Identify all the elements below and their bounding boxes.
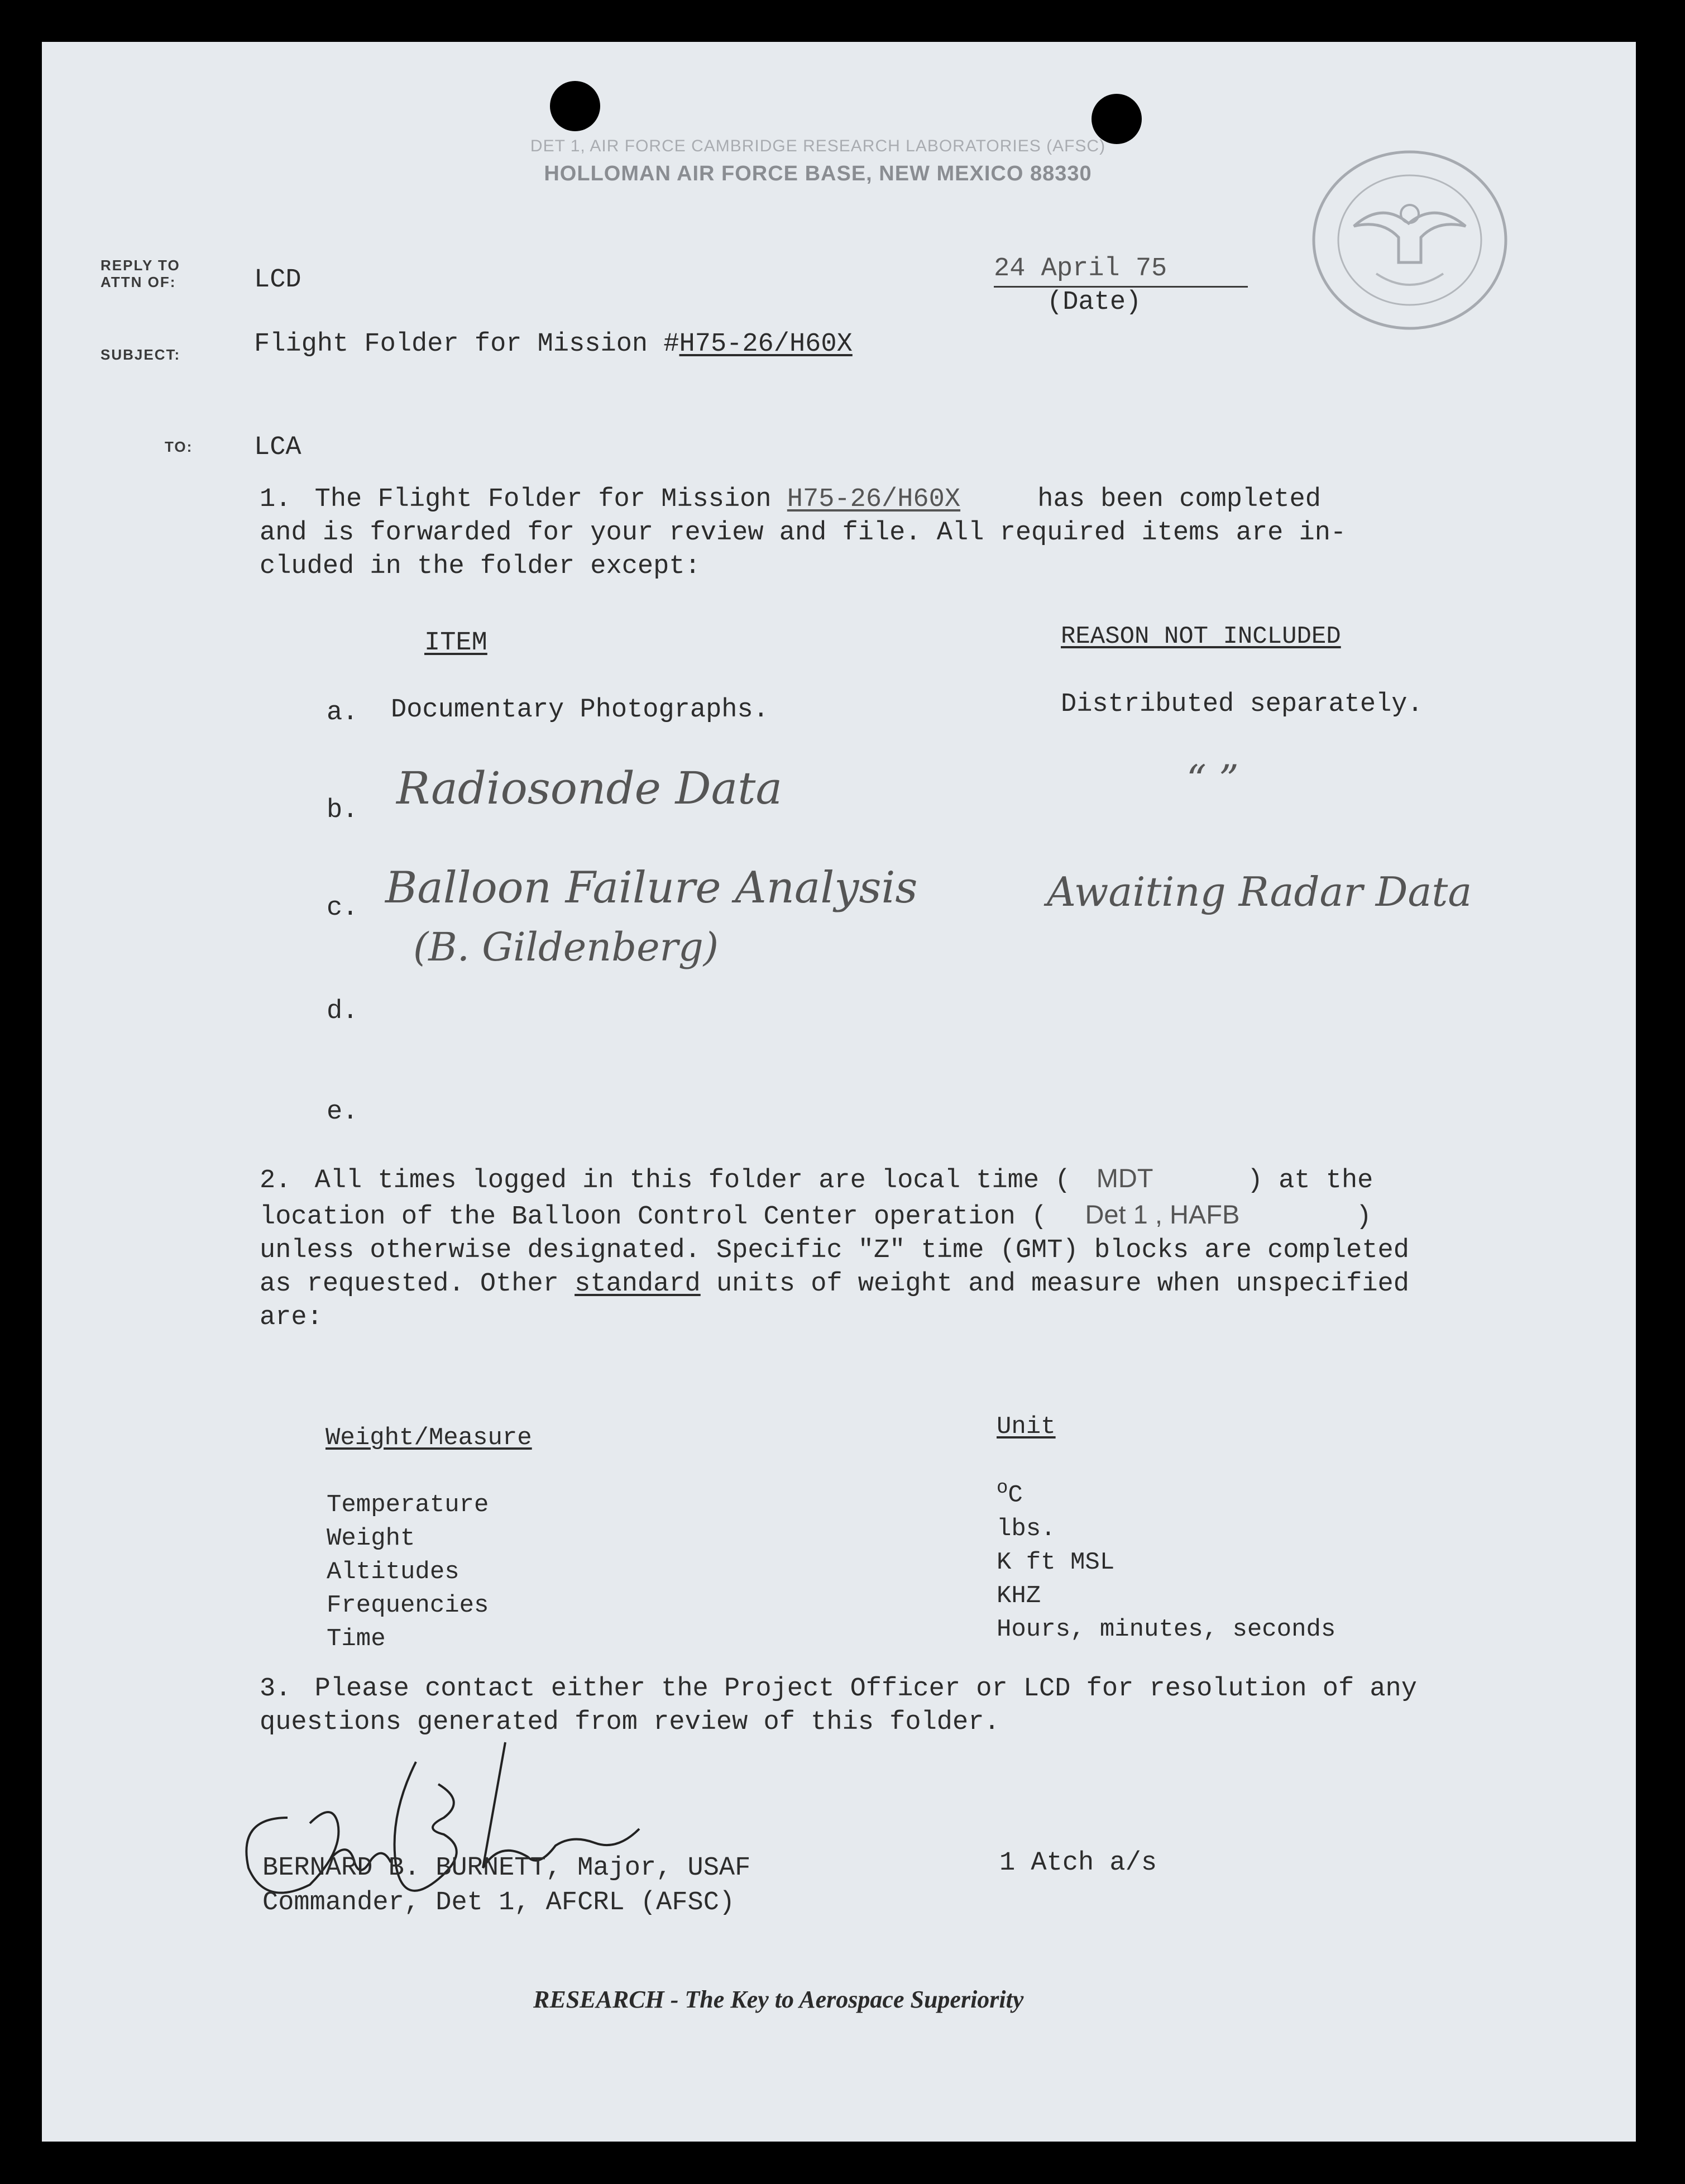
reason-column-header: REASON NOT INCLUDED xyxy=(1061,623,1341,651)
punch-hole-left xyxy=(550,81,600,131)
timezone-value: MDT xyxy=(1096,1163,1153,1193)
measure-list xyxy=(327,1488,489,1656)
item-c-reason-handwritten: Awaiting Radar Data xyxy=(1047,868,1472,915)
signature-block xyxy=(262,1851,750,1920)
letterhead-line-1: DET 1, AIR FORCE CAMBRIDGE RESEARCH LABORATORIES (AFSC) xyxy=(530,137,1106,155)
measure-time: Time xyxy=(327,1625,386,1653)
unit-column-header: Unit xyxy=(997,1413,1056,1441)
paragraph-2-line-3: unless otherwise designated. Specific "Z" time (GMT) blocks are completed xyxy=(260,1236,1409,1265)
date-caption: (Date) xyxy=(1047,288,1142,317)
paragraph-2-line-2: location of the Balloon Control Center operation ( Det 1 , HAFB ) xyxy=(260,1199,1372,1232)
signatory-title: Commander, Det 1, AFCRL (AFSC) xyxy=(262,1888,735,1918)
date-value: 24 April 75 xyxy=(994,254,1167,284)
paragraph-2 xyxy=(260,1162,1409,1335)
to-label: TO: xyxy=(165,438,193,455)
measure-temperature: Temperature xyxy=(327,1491,489,1519)
subject-prefix: Flight Folder for Mission # xyxy=(254,329,679,359)
paragraph-3-line-1: 3. Please contact either the Project Officer or LCD for resolution of any xyxy=(260,1674,1417,1704)
paragraph-2-line-4: as requested. Other standard units of weight and measure when unspecified xyxy=(260,1269,1409,1299)
unit-time: Hours, minutes, seconds xyxy=(997,1615,1336,1643)
item-a-letter: a. xyxy=(327,698,358,728)
item-a-text: Documentary Photographs. xyxy=(391,695,769,725)
eagle-icon xyxy=(1354,213,1466,262)
item-b-handwritten: Radiosonde Data xyxy=(396,762,783,814)
reply-to-label: REPLY TO ATTN OF: xyxy=(100,257,180,290)
measure-weight: Weight xyxy=(327,1525,415,1552)
item-b-reason-ditto: “ ” xyxy=(1186,757,1239,802)
paragraph-2-line-5: are: xyxy=(260,1303,323,1332)
paragraph-1-line-2: and is forwarded for your review and file. All required items are in- xyxy=(260,518,1347,548)
paragraph-2-line-1: 2. All times logged in this folder are local time ( MDT ) at the xyxy=(260,1163,1373,1196)
to-value: LCA xyxy=(254,433,301,462)
subject-label: SUBJECT: xyxy=(100,346,181,363)
attachment-note: 1 Atch a/s xyxy=(999,1848,1157,1878)
paragraph-1-line-1: 1. The Flight Folder for Mission H75-26/H60X has been completed xyxy=(260,485,1321,514)
memo-page xyxy=(42,42,1636,2142)
reply-to-value: LCD xyxy=(254,265,301,295)
degree-superscript: o xyxy=(997,1478,1008,1499)
location-value: Det 1 , HAFB xyxy=(1085,1199,1240,1229)
measure-altitudes: Altitudes xyxy=(327,1558,459,1586)
paragraph-3 xyxy=(260,1672,1417,1739)
measure-column-header: Weight/Measure xyxy=(325,1424,532,1452)
footer-motto: RESEARCH - The Key to Aerospace Superiority xyxy=(533,1986,1024,2013)
item-c-handwritten-name: (B. Gildenberg) xyxy=(413,924,719,970)
para1-mission: H75-26/H60X xyxy=(787,485,961,514)
unit-weight: lbs. xyxy=(997,1514,1056,1543)
unit-list xyxy=(997,1471,1335,1646)
measure-frequencies: Frequencies xyxy=(327,1592,489,1619)
standard-underlined: standard xyxy=(575,1269,701,1299)
paragraph-1-line-3: cluded in the folder except: xyxy=(260,552,701,581)
signatory-name: BERNARD B. BURNETT, Major, USAF xyxy=(262,1853,751,1883)
unit-altitudes: K ft MSL xyxy=(997,1548,1115,1576)
item-c-handwritten: Balloon Failure Analysis xyxy=(385,863,918,913)
subject-line xyxy=(254,329,853,359)
unit-frequencies: KHZ xyxy=(997,1581,1041,1610)
letterhead-line-2: HOLLOMAN AIR FORCE BASE, NEW MEXICO 88330 xyxy=(544,162,1092,185)
item-a-reason: Distributed separately. xyxy=(1061,690,1423,719)
item-c-letter: c. xyxy=(327,893,358,923)
para1-num: 1. xyxy=(260,485,291,514)
paragraph-3-line-2: questions generated from review of this folder. xyxy=(260,1708,1000,1737)
item-column-header: ITEM xyxy=(424,628,487,658)
subject-mission: H75-26/H60X xyxy=(679,329,853,359)
seal-outer-ring xyxy=(1314,152,1506,328)
item-b-letter: b. xyxy=(327,796,358,825)
unit-temperature: $^o$C xyxy=(997,1478,1023,1509)
item-d-letter: d. xyxy=(327,997,358,1026)
paragraph-1 xyxy=(260,483,1346,584)
department-seal xyxy=(1309,148,1510,332)
item-e-letter: e. xyxy=(327,1097,358,1127)
